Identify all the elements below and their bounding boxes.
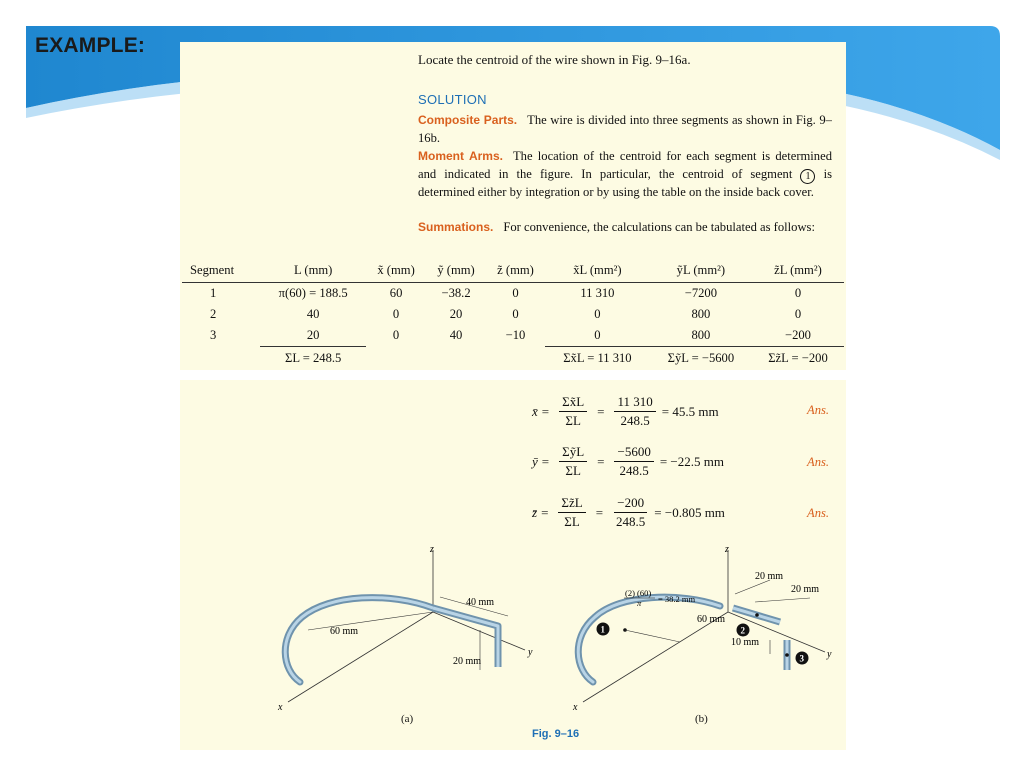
- paragraph-moment-arms: [418, 148, 832, 201]
- table-sum-row: [182, 347, 844, 370]
- table-cell: 2: [210, 307, 217, 321]
- problem-statement: Locate the centroid of the wire shown in Fig. 9–16a.: [418, 52, 691, 67]
- table-cell: 800: [691, 307, 711, 321]
- keyword-summations: Summations.: [418, 220, 494, 234]
- figure-b-caption: (b): [695, 713, 708, 725]
- table-cell: 20: [306, 328, 320, 342]
- column-header: ỹL (mm²): [650, 260, 752, 283]
- paragraph-text: The location of the centroid for each segment is determined and indicated in the figure. In particular, the centroid of segment: [418, 149, 832, 181]
- segment-2-badge: 2: [740, 625, 745, 636]
- eq-lhs: z̄: [532, 504, 538, 520]
- table-cell: π(60) = 188.5: [278, 286, 348, 300]
- ans-label: Ans.: [807, 455, 830, 469]
- table-cell: 0: [512, 286, 519, 300]
- keyword-composite-parts: Composite Parts.: [418, 113, 518, 127]
- table-cell: 0: [594, 328, 601, 342]
- table-cell: [486, 347, 545, 370]
- fraction: [558, 495, 585, 530]
- dim-10-label: 10 mm: [731, 637, 760, 648]
- table-row: [182, 304, 844, 325]
- eq-result: = −22.5 mm: [659, 453, 724, 469]
- table-cell: 0: [594, 307, 601, 321]
- table-cell: 0: [512, 307, 519, 321]
- solution-panel: [180, 42, 846, 370]
- table-cell: 60: [389, 286, 403, 300]
- dim-20b-label: 20 mm: [791, 584, 820, 595]
- equation-y-bar: ȳ = $\frac{\Sigma ỹL}{\Sigma L}$ = $\frac{-5600}{248.5}$ = −22.5 mm: [532, 444, 724, 478]
- numerator: Σx̃L: [559, 394, 587, 412]
- table-cell: Σz̃L = −200: [752, 347, 844, 370]
- figure-caption: Fig. 9–16: [532, 728, 580, 740]
- table-cell: 1: [210, 286, 217, 300]
- equation-z-bar: z̄ = $\frac{\Sigma z̃L}{\Sigma L}$ = $\frac{-200}{248.5}$ = −0.805 mm: [532, 495, 725, 529]
- table-cell: 0: [392, 307, 400, 321]
- table-cell: 20: [449, 307, 463, 321]
- segment-3-badge: 3: [799, 653, 804, 664]
- column-header: z̃ (mm): [486, 260, 545, 283]
- axis-x-label: x: [278, 702, 283, 713]
- summation-table: [182, 260, 844, 369]
- dim-60-label: 60 mm: [330, 626, 359, 637]
- dim-60-label: 60 mm: [697, 614, 726, 625]
- arm-numerator: (2) (60): [625, 588, 652, 598]
- denominator: ΣL: [564, 514, 580, 529]
- table-cell: −10: [505, 328, 526, 343]
- table-cell: ΣL = 248.5: [260, 347, 366, 370]
- eq-result: = −0.805 mm: [654, 504, 725, 520]
- denominator: 248.5: [616, 514, 646, 529]
- figure-a-caption: (a): [401, 713, 414, 725]
- eq-lhs: x̄: [532, 403, 538, 419]
- fraction: [614, 394, 655, 429]
- fraction: [613, 495, 648, 530]
- table-cell: [366, 347, 426, 370]
- axis-z-label: z: [725, 544, 729, 555]
- column-header: L (mm): [260, 260, 366, 283]
- ans-label: Ans.: [807, 506, 830, 520]
- column-header: ỹ (mm): [426, 260, 486, 283]
- denominator: ΣL: [565, 463, 581, 478]
- table-cell: −200: [784, 328, 811, 342]
- equation-x-bar: x̄ = $\frac{\Sigma x̃L}{\Sigma L}$ = $\frac{11 310}{248.5}$ = 45.5 mm: [532, 394, 719, 428]
- fraction: [559, 444, 587, 479]
- fraction: [614, 444, 653, 479]
- denominator: 248.5: [619, 463, 649, 478]
- results-panel: [180, 380, 846, 750]
- numerator: −200: [614, 495, 647, 513]
- table-cell: 0: [794, 307, 802, 321]
- numerator: ΣỹL: [559, 444, 587, 462]
- arm-value: = 38.2 mm: [658, 594, 696, 604]
- axis-z-label: z: [430, 544, 434, 555]
- column-header: Segment: [182, 260, 260, 283]
- table-cell: 0: [794, 286, 802, 300]
- figure-b-diagram: [565, 542, 845, 722]
- paragraph-composite-parts: [418, 112, 832, 147]
- table-cell: −38.2: [441, 286, 471, 300]
- ans-label: Ans.: [807, 403, 830, 417]
- denominator: 248.5: [620, 413, 650, 428]
- dim-40-label: 40 mm: [466, 597, 495, 608]
- denominator: ΣL: [565, 413, 581, 428]
- table-cell: 800: [691, 328, 711, 342]
- axis-x-label: x: [573, 702, 578, 713]
- table-cell: 40: [306, 307, 320, 321]
- dim-20a-label: 20 mm: [755, 571, 784, 582]
- table-cell: Σx̃L = 11 310: [545, 347, 650, 370]
- numerator: −5600: [614, 444, 653, 462]
- table-cell: [182, 347, 260, 370]
- eq-lhs: ȳ: [532, 453, 538, 469]
- segment-1-badge: 1: [600, 624, 605, 635]
- paragraph-text: For convenience, the calculations can be tabulated as follows:: [503, 220, 815, 234]
- numerator: Σz̃L: [558, 495, 585, 513]
- table-cell: ΣỹL = −5600: [650, 347, 752, 370]
- axis-y-label: y: [827, 649, 832, 660]
- table-row: [182, 283, 844, 305]
- table-cell: [426, 347, 486, 370]
- column-header: x̃ (mm): [366, 260, 426, 283]
- column-header: z̃L (mm²): [752, 260, 844, 283]
- figure-a-diagram: [270, 542, 550, 722]
- segment-1-circle-icon: 1: [800, 169, 815, 184]
- dim-20-label: 20 mm: [453, 656, 482, 667]
- fraction: [559, 394, 587, 429]
- table-cell: −7200: [684, 286, 718, 300]
- numerator: 11 310: [614, 394, 655, 412]
- column-header: x̃L (mm²): [545, 260, 650, 283]
- keyword-moment-arms: Moment Arms.: [418, 149, 503, 163]
- paragraph-text: The wire is divided into three segments as shown in Fig. 9–16b.: [418, 113, 832, 145]
- table-cell: 0: [392, 328, 400, 343]
- table-header-row: [182, 260, 844, 283]
- table-cell: 11 310: [580, 286, 615, 300]
- eq-result: = 45.5 mm: [661, 403, 719, 419]
- solution-heading: SOLUTION: [418, 92, 487, 107]
- table-row: [182, 325, 844, 347]
- axis-y-label: y: [528, 647, 533, 658]
- paragraph-text: is determined either by integration or by using the table on the inside back cover.: [418, 166, 833, 199]
- table-cell: 3: [210, 328, 217, 343]
- paragraph-summations: [418, 219, 832, 237]
- arm-denominator: π: [637, 598, 642, 608]
- table-cell: 40: [449, 328, 463, 343]
- slide-title: EXAMPLE:: [35, 34, 146, 57]
